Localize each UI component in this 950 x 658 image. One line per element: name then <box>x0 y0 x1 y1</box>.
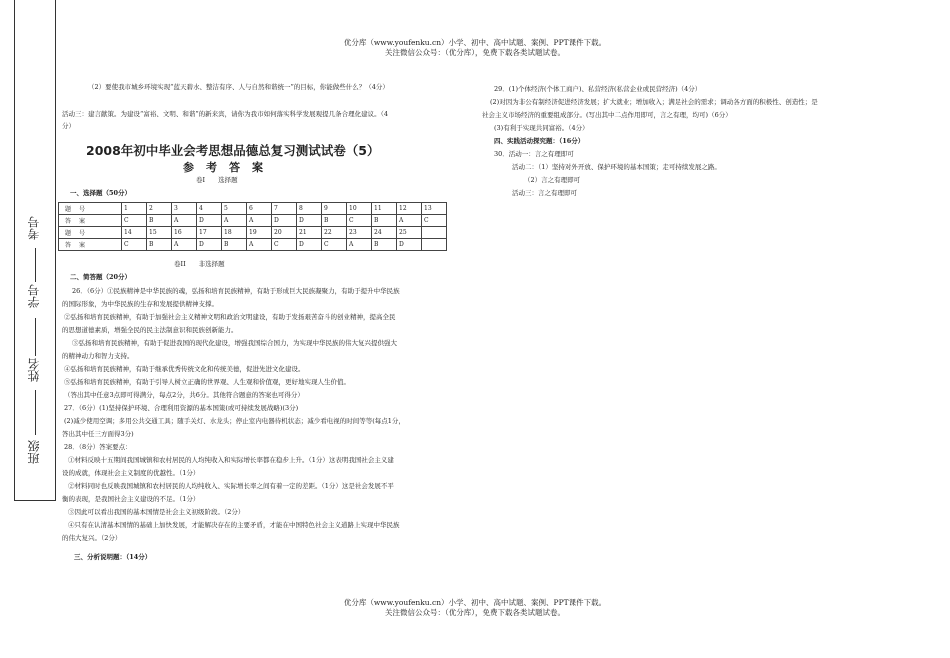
table-cell: 7 <box>272 203 297 215</box>
text-line: 的伟大复兴。（2分） <box>62 534 122 542</box>
section4-heading: 四、实践活动探究题：（16分） <box>494 137 585 145</box>
table-cell: 题号 <box>59 203 122 215</box>
table-cell: 6 <box>247 203 272 215</box>
table-cell: B <box>222 239 247 251</box>
table-cell: 22 <box>322 227 347 239</box>
page-title: 2008年初中毕业会考思想品德总复习测试试卷（5） <box>86 143 380 158</box>
text-line: 设的成就，体现社会主义制度的优越性。（1分） <box>62 469 200 477</box>
text-line: 活动三：言之有理即可 <box>512 189 577 197</box>
table-cell: B <box>322 215 347 227</box>
juan1-label: 卷Ⅰ 选择题 <box>196 176 238 184</box>
table-cell: C <box>347 215 372 227</box>
text-line: 衡的表现，是我国社会主义建设的不足。（1分） <box>62 495 200 503</box>
table-cell: 4 <box>197 203 222 215</box>
table-cell: 5 <box>222 203 247 215</box>
text-line: 28．（8分）答案要点： <box>64 443 132 451</box>
page-footer <box>265 598 685 618</box>
table-cell: 12 <box>397 203 422 215</box>
table-cell: 17 <box>197 227 222 239</box>
table-cell <box>422 227 447 239</box>
sidebar-id-label: 学号 <box>27 284 41 308</box>
table-cell: 18 <box>222 227 247 239</box>
table-cell: 10 <box>347 203 372 215</box>
table-cell: B <box>372 239 397 251</box>
table-cell: B <box>147 215 172 227</box>
table-cell: C <box>322 239 347 251</box>
text-line: 30．活动一：言之有理即可 <box>494 150 574 158</box>
text-line: 27．（6分）(1)坚持保护环境、合理利用资源的基本国策(或可持续发展战略)(3分) <box>64 404 299 412</box>
table-cell: A <box>397 215 422 227</box>
table-cell: D <box>297 215 322 227</box>
table-cell: 23 <box>347 227 372 239</box>
sidebar-line <box>35 390 36 435</box>
binding-sidebar <box>14 0 56 501</box>
table-cell: C <box>272 239 297 251</box>
sidebar-name-label: 姓名 <box>27 358 41 382</box>
table-cell: 8 <box>297 203 322 215</box>
table-cell: 24 <box>372 227 397 239</box>
sidebar-exam-label: 考号 <box>27 216 41 240</box>
table-cell: 答案 <box>59 215 122 227</box>
text-line: (3)有利于实现共同富裕。（4分） <box>494 124 589 132</box>
text-line: ③因此可以看出我国的基本国情是社会主义初级阶段。（2分） <box>68 508 245 516</box>
text-line: 的国际形象，为中华民族的生存和发展提供精神支撑。 <box>62 300 218 308</box>
text-line: (2)对因为非公有制经济促进经济发展；扩大就业；增加收入；满足社会的需求；调动各方面的积极性、创造性；是 <box>490 98 818 106</box>
text-line: 的思想道德素质，增强全民的民主法制意识和民族创新能力。 <box>62 326 238 334</box>
table-cell: D <box>397 239 422 251</box>
table-cell: C <box>122 239 147 251</box>
text-line: (2)减少使用空调；多用公共交通工具；随手关灯、水龙头；停止室内电器待机状态；减少看电视的时间等等(每点1分， <box>64 417 405 425</box>
text-line: 的精神动力和智力支持。 <box>62 352 134 360</box>
table-cell: 9 <box>322 203 347 215</box>
answer-table <box>58 202 447 251</box>
table-cell: 14 <box>122 227 147 239</box>
header-line-1: 优分库（www.youfenku.cn）小学、初中、高中试题、案例、PPT课件下载。 <box>343 38 607 47</box>
header-line-2: 关注微信公众号：（优分库），免费下载各类试题试卷。 <box>385 48 565 57</box>
table-cell: A <box>247 215 272 227</box>
table-cell: A <box>347 239 372 251</box>
table-cell: D <box>197 239 222 251</box>
table-cell: 11 <box>372 203 397 215</box>
page-header <box>265 38 685 58</box>
text-line: ⑤弘扬和培育民族精神，有助于引导人树立正确的世界观、人生观和价值观，更好地实现人生价值。 <box>64 378 350 386</box>
sidebar-class-label: 班级 <box>27 440 41 464</box>
table-row <box>59 227 447 239</box>
table-cell: B <box>372 215 397 227</box>
activity3-line1: 活动三：建言献策。为建设“富裕、文明、和谐”的新来宾，请你为我市如何落实科学发展观提几条合理化建议。（4 <box>62 110 389 118</box>
text-line: ②弘扬和培育民族精神，有助于加强社会主义精神文明和政治文明建设，有助于发扬艰苦奋斗的创业精神，提高全民 <box>64 313 396 321</box>
table-cell: C <box>122 215 147 227</box>
section2-heading: 二、简答题（20分） <box>70 273 132 281</box>
sidebar-line <box>35 248 36 282</box>
table-cell: A <box>172 239 197 251</box>
section1-heading: 一、选择题（50分） <box>70 189 132 197</box>
table-cell <box>422 239 447 251</box>
text-line: 26．（6分）①民族精神是中华民族的魂，弘扬和培育民族精神，有助于形成巨大民族凝聚力，有助于提升中华民族 <box>72 287 400 295</box>
table-cell: 题号 <box>59 227 122 239</box>
table-cell: 16 <box>172 227 197 239</box>
table-cell: A <box>247 239 272 251</box>
table-cell: 1 <box>122 203 147 215</box>
text-line: ①材料反映十五期间我国城镇和农村居民的人均纯收入和实际增长率都在稳步上升。（1分）这表明我国社会主义建 <box>68 456 394 464</box>
table-cell: 2 <box>147 203 172 215</box>
text-line: ④弘扬和培育民族精神，有助于继承优秀传统文化和传统美德，促进先进文化建设。 <box>64 365 305 373</box>
table-cell: A <box>172 215 197 227</box>
table-row <box>59 239 447 251</box>
table-cell: B <box>147 239 172 251</box>
intro-q2: （2）要使我市城乡环境实现“蓝天碧水、整洁有序、人与自然和谐统一”的目标，你能做些什么？（4分） <box>88 83 389 91</box>
text-line: ②材料同时也反映我国城镇和农村居民的人均纯收入、实际增长率之间有着一定的差距。（1分）这是社会发展不平 <box>68 482 394 490</box>
table-cell: 19 <box>247 227 272 239</box>
juan2-label: 卷II 非选择题 <box>174 260 225 268</box>
text-line: （2）言之有理即可 <box>524 176 581 184</box>
table-cell: 3 <box>172 203 197 215</box>
text-line: ④只有在认清基本国情的基础上加快发展，才能解决存在的主要矛盾，才能在中国特色社会主义道路上实现中华民族 <box>68 521 400 529</box>
q29-answer <box>482 83 902 200</box>
table-cell: 13 <box>422 203 447 215</box>
text-line: ③弘扬和培育民族精神，有助于促进我国的现代化建设，增强我国综合国力，为实现中华民族的伟大复兴提供强大 <box>72 339 397 347</box>
table-cell: 答案 <box>59 239 122 251</box>
table-cell: 25 <box>397 227 422 239</box>
table-cell: D <box>272 215 297 227</box>
text-line: 社会主义市场经济的重要组成部分。(写出其中二点作用即可，言之有理，均可)（6分） <box>482 111 732 119</box>
text-line: 答出其中任三方面得3分) <box>62 430 134 438</box>
table-row <box>59 203 447 215</box>
text-line: 活动二：（1）坚持对外开放、保护环境的基本国策；走可持续发展之路。 <box>512 163 721 171</box>
table-cell: D <box>197 215 222 227</box>
sidebar-line <box>35 318 36 356</box>
table-cell: 15 <box>147 227 172 239</box>
table-cell: 21 <box>297 227 322 239</box>
table-cell: A <box>222 215 247 227</box>
footer-line-2: 关注微信公众号：（优分库），免费下载各类试题试卷。 <box>385 608 565 617</box>
page-subtitle: 参考答案 <box>183 161 275 174</box>
text-line: 29．(1)个体经济(个体工商户)、私营经济(私营企业或民营经济)（4分） <box>494 85 702 93</box>
table-row <box>59 215 447 227</box>
text-line: （答出其中任意3点即可得满分，每点2分，共6分。其他符合题意的答案也可得分） <box>64 391 304 399</box>
q26-answer <box>62 285 472 545</box>
section3-heading: 三、分析说明题：（14分） <box>74 553 152 561</box>
table-cell: D <box>297 239 322 251</box>
footer-line-1: 优分库（www.youfenku.cn）小学、初中、高中试题、案例、PPT课件下载。 <box>343 598 607 607</box>
table-cell: 20 <box>272 227 297 239</box>
activity3-line2: 分） <box>62 122 75 130</box>
table-cell: C <box>422 215 447 227</box>
